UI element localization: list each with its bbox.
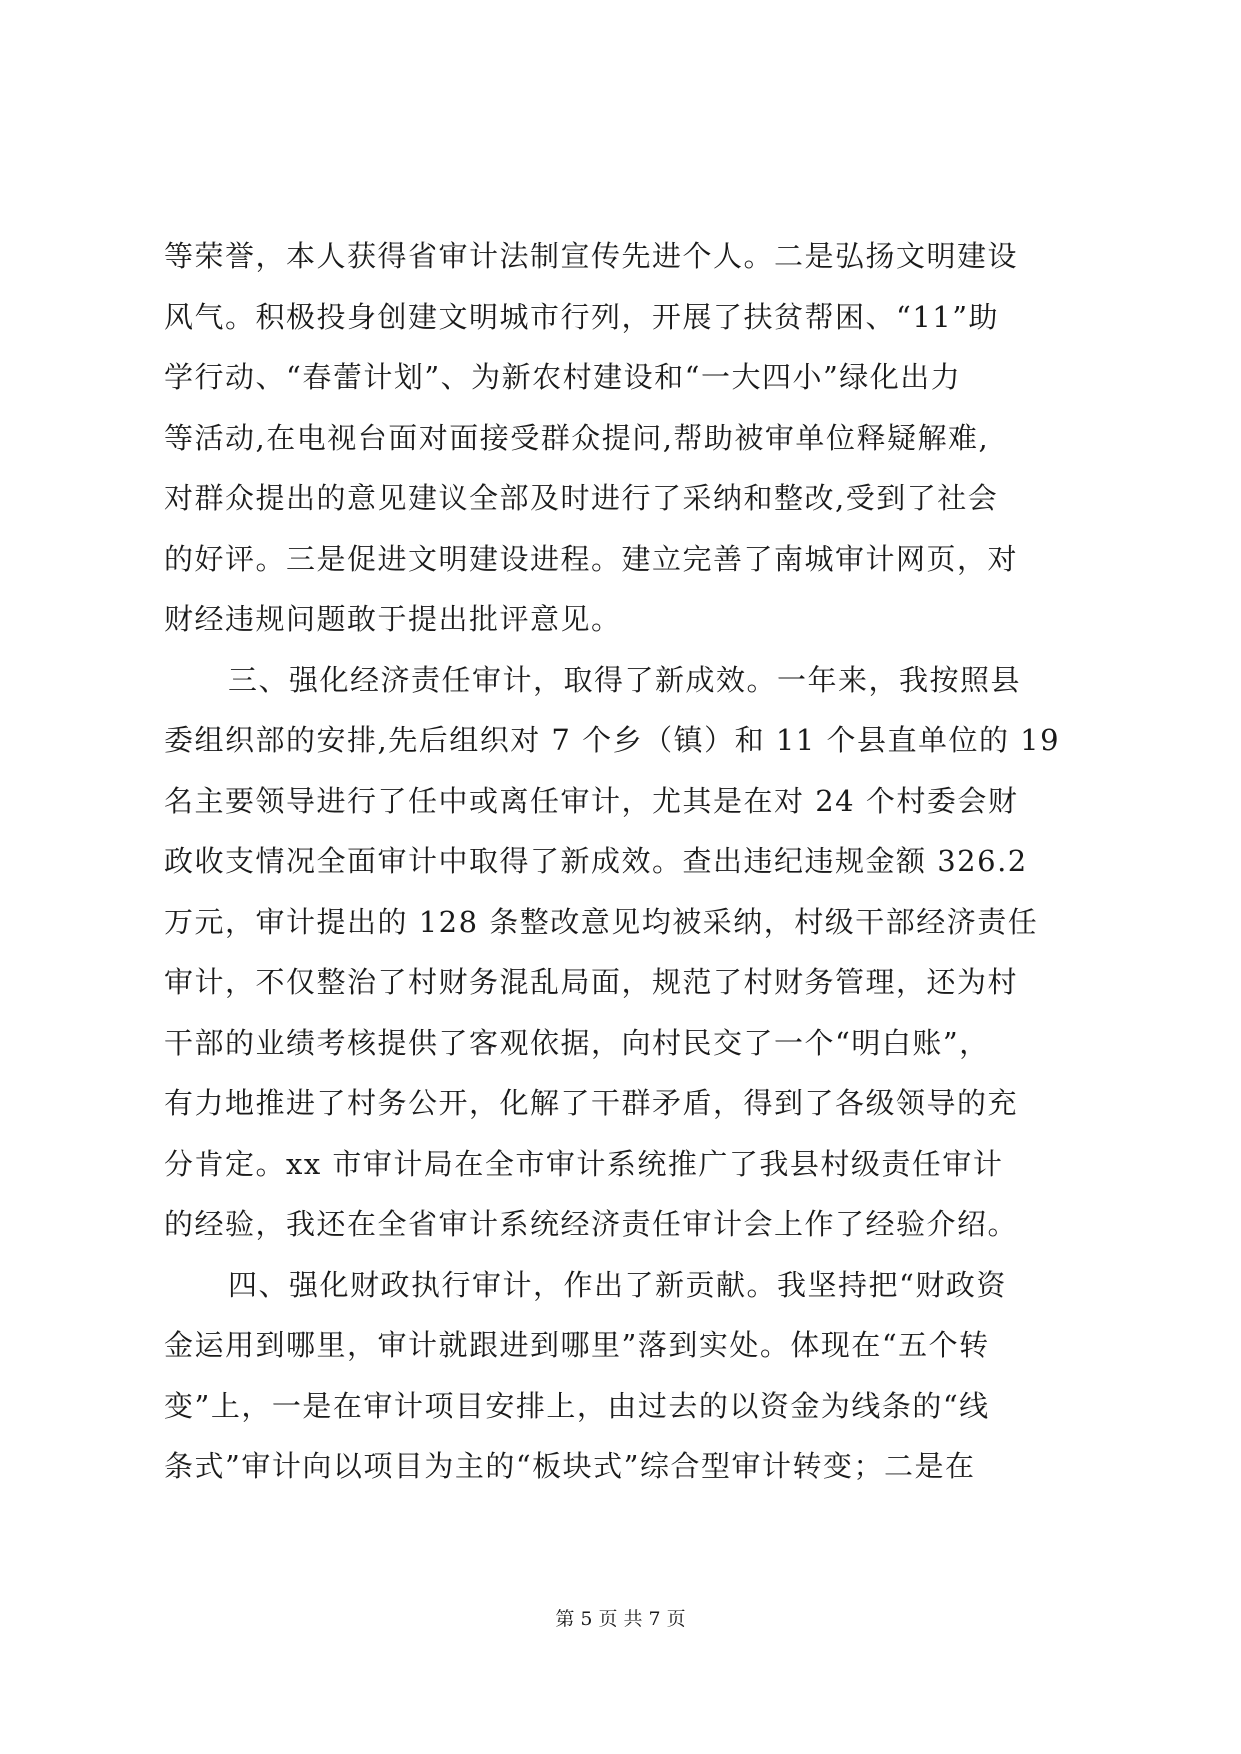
text-line: 学行动、“春蕾计划”、为新农村建设和“一大四小”绿化出力 <box>164 360 962 394</box>
text-line: 名主要领导进行了任中或离任审计，尤其是在对 24 个村委会财 <box>164 783 1019 818</box>
text-line: 等荣誉，本人获得省审计法制宣传先进个人。二是弘扬文明建设 <box>164 239 1019 273</box>
text-line: 变”上，一是在审计项目安排上，由过去的以资金为线条的“线 <box>164 1388 990 1423</box>
text-line: 对群众提出的意见建议全部及时进行了采纳和整改,受到了社会 <box>164 481 999 515</box>
text-line: 条式”审计向以项目为主的“板块式”综合型审计转变；二是在 <box>164 1449 976 1483</box>
text-line: 的经验，我还在全省审计系统经济责任审计会上作了经验介绍。 <box>164 1207 1019 1241</box>
paragraph-start-line: 三、强化经济责任审计，取得了新成效。一年来，我按照县 <box>228 662 1022 697</box>
text-line: 万元，审计提出的 128 条整改意见均被采纳，村级干部经济责任 <box>164 904 1039 939</box>
page-number-label: 第 5 页 共 7 页 <box>555 1608 686 1630</box>
text-line: 审计，不仅整治了村财务混乱局面，规范了村财务管理，还为村 <box>164 965 1019 999</box>
text-line: 金运用到哪里，审计就跟进到哪里”落到实处。体现在“五个转 <box>164 1328 990 1362</box>
text-line: 委组织部的安排,先后组织对 7 个乡（镇）和 11 个县直单位的 19 <box>164 723 1061 757</box>
text-line: 等活动,在电视台面对面接受群众提问,帮助被审单位释疑解难, <box>164 420 990 455</box>
text-line: 干部的业绩考核提供了客观依据，向村民交了一个“明白账”， <box>164 1025 990 1060</box>
page-footer <box>0 1607 1241 1631</box>
text-line: 风气。积极投身创建文明城市行列，开展了扶贫帮困、“11”助 <box>164 299 1000 334</box>
text-line: 财经违规问题敢于提出批评意见。 <box>164 602 622 636</box>
text-line: 有力地推进了村务公开，化解了干群矛盾，得到了各级领导的充 <box>164 1086 1019 1120</box>
text-line: 的好评。三是促进文明建设进程。建立完善了南城审计网页，对 <box>164 541 1019 576</box>
text-line: 分肯定。xx 市审计局在全市审计系统推广了我县村级责任审计 <box>164 1146 1004 1181</box>
document-body <box>164 226 1084 1497</box>
text-line: 政收支情况全面审计中取得了新成效。查出违纪违规金额 326.2 <box>164 844 1028 878</box>
paragraph-start-line: 四、强化财政执行审计，作出了新贡献。我坚持把“财政资 <box>228 1267 1007 1302</box>
